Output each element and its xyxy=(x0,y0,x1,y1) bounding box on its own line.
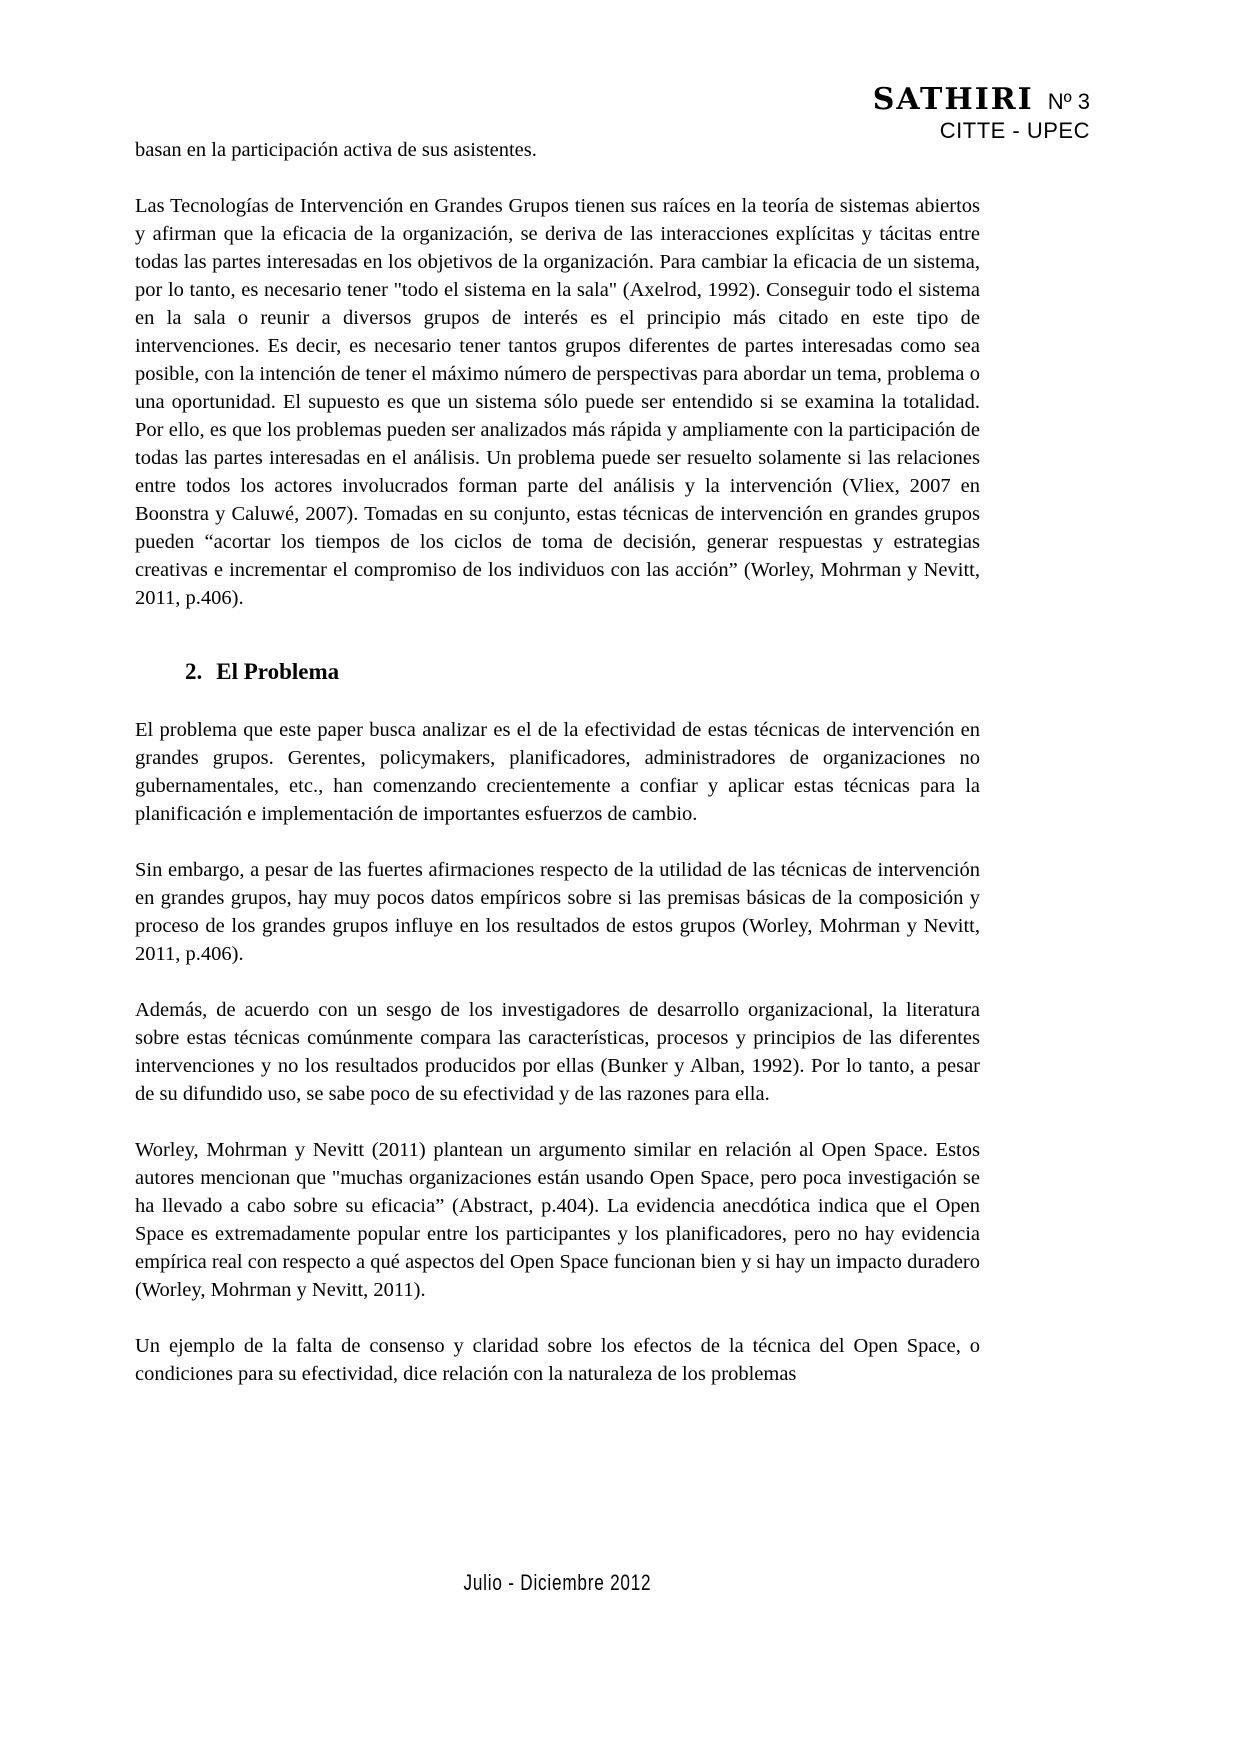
page-footer xyxy=(135,1570,980,1596)
body-paragraph: basan en la participación activa de sus asistentes. xyxy=(135,139,537,161)
journal-title: SATHIRI xyxy=(872,82,1034,117)
document-body xyxy=(135,136,980,1416)
journal-header-line xyxy=(873,82,1090,117)
issue-number: Nº 3 xyxy=(1047,89,1090,114)
body-paragraph: Las Tecnologías de Intervención en Grandes Grupos tienen sus raíces en la teoría de sistemas abiertos y afirman que la eficacia de la organización, se deriva de las interacciones explícitas y tácitas entre todas las partes interesadas en los objetivos de la organización. Para cambiar la eficacia de un sistema, por lo tanto, es necesario tener "todo el sistema en la sala" (Axelrod, 1992). Conseguir todo el sistema en la sala o reunir a diversos grupos de interés es el principio más citado en este tipo de intervenciones. Es decir, es necesario tener tantos grupos diferentes de partes interesadas como sea posible, con la intención de tener el máximo número de perspectivas para abordar un tema, problema o una oportunidad. El supuesto es que un sistema sólo puede ser entendido si se examina la totalidad. Por ello, es que los problemas pueden ser analizados más rápida y ampliamente con la participación de todas las partes interesadas en el análisis. Un problema puede ser resuelto solamente si las relaciones entre todos los actores involucrados forman parte del análisis y la intervención (Vliex, 2007 en Boonstra y Caluwé, 2007). Tomadas en su conjunto, estas técnicas de intervención en grandes grupos pueden “acortar los tiempos de los ciclos de toma de decisión, generar respuestas y estrategias creativas e incrementar el compromiso de los individuos con las acción” (Worley, Mohrman y Nevitt, 2011, p.406). xyxy=(135,195,980,609)
section-heading-number: 2. xyxy=(185,659,203,684)
body-paragraph: Sin embargo, a pesar de las fuertes afirmaciones respecto de la utilidad de las técnicas de intervención en grandes grupos, hay muy pocos datos empíricos sobre si las premisas básicas de la composición y proceso de los grandes grupos influye en los resultados de estos grupos (Worley, Mohrman y Nevitt, 2011, p.406). xyxy=(135,859,980,965)
section-heading xyxy=(185,658,980,686)
body-paragraph: El problema que este paper busca analizar es el de la efectividad de estas técnicas de intervención en grandes grupos. Gerentes, policymakers, planificadores, administradores de organizaciones no gubernamentales, etc., han comenzando crecientemente a confiar y aplicar estas técnicas para la planificación e implementación de importantes esfuerzos de cambio. xyxy=(135,719,980,825)
body-paragraph: Un ejemplo de la falta de consenso y claridad sobre los efectos de la técnica del Open Space, o condiciones para su efectividad, dice relación con la naturaleza de los problemas xyxy=(135,1335,980,1385)
section-heading-title: El Problema xyxy=(216,659,340,684)
institution-name: CITTE - UPEC xyxy=(939,118,1090,143)
page-header xyxy=(873,82,1090,144)
body-paragraph: Worley, Mohrman y Nevitt (2011) plantean un argumento similar en relación al Open Space. Estos autores mencionan que "muchas organizaciones están usando Open Space, pero poca investigación se ha llevado a cabo sobre su eficacia” (Abstract, p.404). La evidencia anecdótica indica que el Open Space es extremadamente popular entre los participantes y los planificadores, pero no hay evidencia empírica real con respecto a qué aspectos del Open Space funcionan bien y si hay un impacto duradero (Worley, Mohrman y Nevitt, 2011). xyxy=(135,1139,980,1301)
footer-issue-period: Julio - Diciembre 2012 xyxy=(463,1570,652,1595)
body-paragraph: Además, de acuerdo con un sesgo de los investigadores de desarrollo organizacional, la literatura sobre estas técnicas comúnmente compara las características, procesos y principios de las diferentes intervenciones y no los resultados producidos por ellas (Bunker y Alban, 1992). Por lo tanto, a pesar de su difundido uso, se sabe poco de su efectividad y de las razones para ella. xyxy=(135,999,980,1105)
